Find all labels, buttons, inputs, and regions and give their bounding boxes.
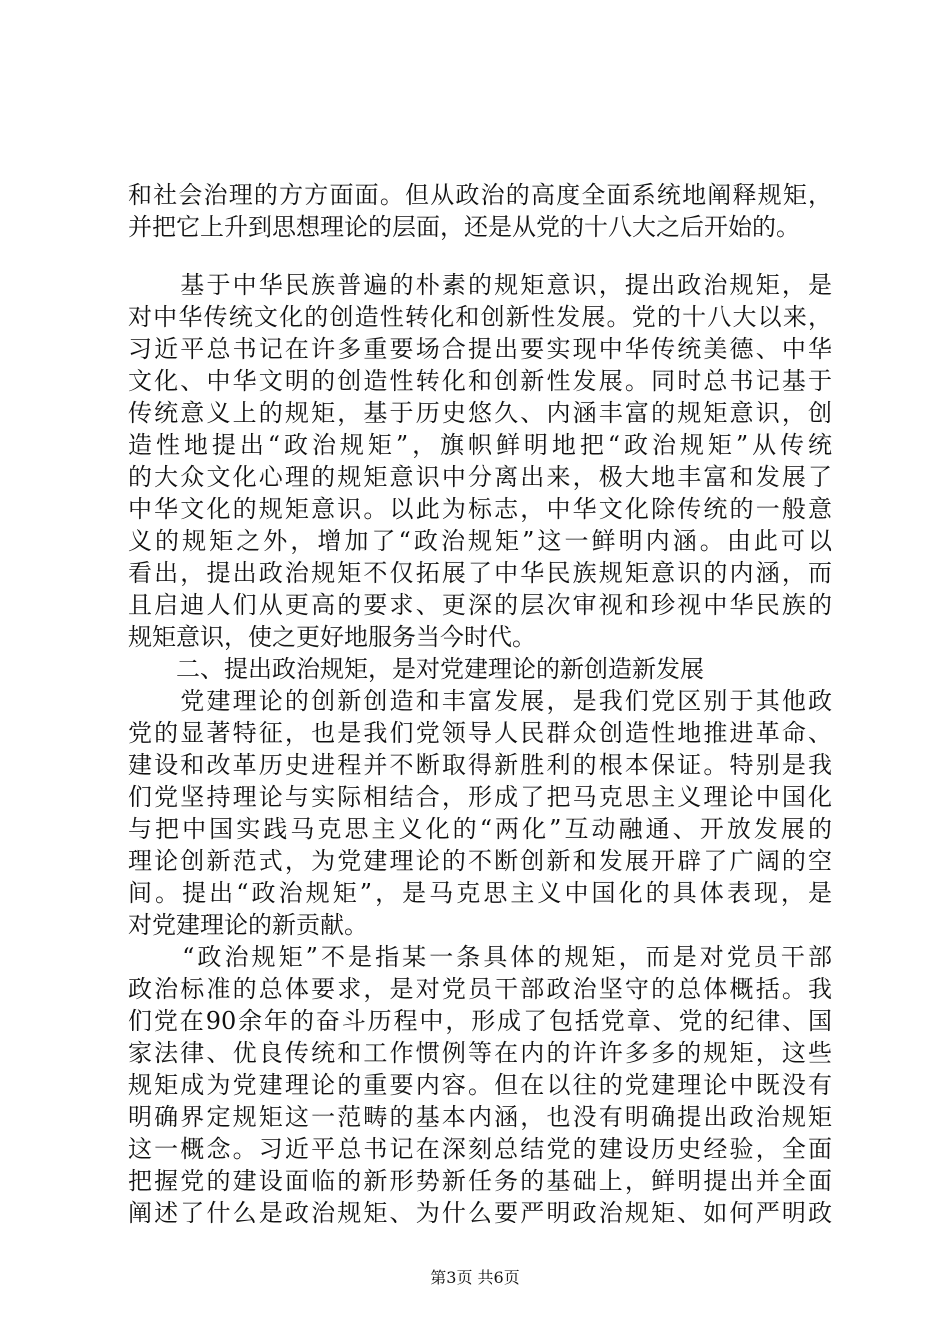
text-line: 们党坚持理论与实际相结合，形成了把马克思主义理论中国化 [128, 783, 832, 811]
text-line: 规矩成为党建理论的重要内容。但在以往的党建理论中既没有 [128, 1071, 832, 1099]
text-line: 阐述了什么是政治规矩、为什么要严明政治规矩、如何严明政 [128, 1199, 832, 1227]
text-line: 家法律、优良传统和工作惯例等在内的许许多多的规矩，这些 [128, 1039, 832, 1067]
text-line: 并把它上升到思想理论的层面，还是从党的十八大之后开始的。 [128, 213, 800, 241]
text-line: 对党建理论的新贡献。 [128, 911, 368, 939]
text-line: 且启迪人们从更高的要求、更深的层次审视和珍视中华民族的 [128, 591, 832, 619]
text-line: 间。提出“政治规矩”，是马克思主义中国化的具体表现，是 [128, 879, 832, 907]
text-line: 和社会治理的方方面面。但从政治的高度全面系统地阐释规矩， [128, 181, 832, 209]
text-line: 规矩意识，使之更好地服务当今时代。 [128, 623, 536, 651]
text-line: 理论创新范式，为党建理论的不断创新和发展开辟了广阔的空 [128, 847, 832, 875]
text-line: 政治标准的总体要求，是对党员干部政治坚守的总体概括。我 [128, 975, 832, 1003]
text-line: 对中华传统文化的创造性转化和创新性发展。党的十八大以来， [128, 303, 832, 331]
text-line: 们党在90余年的奋斗历程中，形成了包括党章、党的纪律、国 [128, 1007, 832, 1035]
text-line: 中华文化的规矩意识。以此为标志，中华文化除传统的一般意 [128, 495, 832, 523]
text-line: 党建理论的创新创造和丰富发展，是我们党区别于其他政 [128, 687, 832, 715]
text-line: 习近平总书记在许多重要场合提出要实现中华传统美德、中华 [128, 335, 832, 363]
text-line: 与把中国实践马克思主义化的“两化”互动融通、开放发展的 [128, 815, 832, 843]
text-line: 建设和改革历史进程并不断取得新胜利的根本保证。特别是我 [128, 751, 832, 779]
text-line: “政治规矩”不是指某一条具体的规矩，而是对党员干部 [128, 943, 832, 971]
text-line: 义的规矩之外，增加了“政治规矩”这一鲜明内涵。由此可以 [128, 527, 832, 555]
text-line: 传统意义上的规矩，基于历史悠久、内涵丰富的规矩意识，创 [128, 399, 832, 427]
text-line: 基于中华民族普遍的朴素的规矩意识，提出政治规矩，是 [128, 271, 832, 299]
text-line: 的大众文化心理的规矩意识中分离出来，极大地丰富和发展了 [128, 463, 832, 491]
page-footer: 第3页 共6页 [430, 1268, 520, 1287]
body-text [128, 269, 832, 1229]
text-line: 看出，提出政治规矩不仅拓展了中华民族规矩意识的内涵，而 [128, 559, 832, 587]
paragraph-continuation [128, 179, 832, 243]
text-line: 把握党的建设面临的新形势新任务的基础上，鲜明提出并全面 [128, 1167, 832, 1195]
text-line: 二、提出政治规矩，是对党建理论的新创造新发展 [128, 655, 704, 683]
text-line: 这一概念。习近平总书记在深刻总结党的建设历史经验，全面 [128, 1135, 832, 1163]
text-line: 党的显著特征，也是我们党领导人民群众创造性地推进革命、 [128, 719, 832, 747]
text-line: 文化、中华文明的创造性转化和创新性发展。同时总书记基于 [128, 367, 832, 395]
text-line: 明确界定规矩这一范畴的基本内涵，也没有明确提出政治规矩 [128, 1103, 832, 1131]
text-line: 造性地提出“政治规矩”，旗帜鲜明地把“政治规矩”从传统 [128, 431, 832, 459]
